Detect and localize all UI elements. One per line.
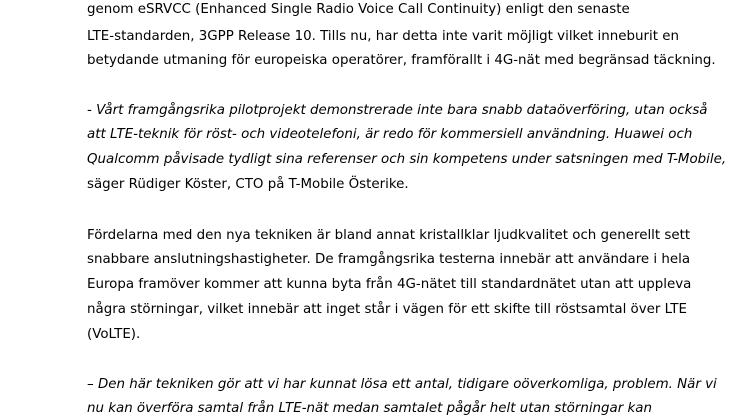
quote-attribution: säger Rüdiger Köster, CTO på T-Mobile Österike. [87, 177, 409, 192]
text-line: betydande utmaning för europeiska operatörer, framförallt i 4G-nät med begränsad täckning. [87, 53, 716, 68]
text-line: LTE-standarden, 3GPP Release 10. Tills nu, har detta inte varit möjligt vilket inneburit en [87, 29, 679, 44]
quote-line: nu kan överföra samtal från LTE-nät medan samtalet pågår helt utan störningar kan [87, 401, 652, 416]
quote-line: att LTE-teknik för röst- och videotelefoni, är redo för kommersiell användning. Huawei och [87, 127, 693, 142]
text-line: genom eSRVCC (Enhanced Single Radio Voice Call Continuity) enligt den senaste [87, 2, 630, 17]
text-line: några störningar, vilket innebär att inget står i vägen för ett skifte till röstsamtal över LTE [87, 302, 687, 317]
quote-line: - Vårt framgångsrika pilotprojekt demonstrerade inte bara snabb dataöverföring, utan också [87, 103, 708, 118]
text-line: (VoLTE). [87, 327, 141, 342]
text-line: Europa framöver kommer att kunna byta från 4G-nätet till standardnätet utan att uppleva [87, 277, 692, 292]
quote-line: Qualcomm påvisade tydligt sina referenser och sin kompetens under satsningen med T-Mobile, [87, 152, 727, 167]
quote-line: – Den här tekniken gör att vi har kunnat lösa ett antal, tidigare oöverkomliga, problem. När vi [87, 377, 717, 392]
text-line: snabbare anslutningshastigheter. De framgångsrika testerna innebär att användare i hela [87, 252, 691, 267]
text-line: Fördelarna med den nya tekniken är bland annat kristallklar ljudkvalitet och generellt sett [87, 228, 691, 243]
